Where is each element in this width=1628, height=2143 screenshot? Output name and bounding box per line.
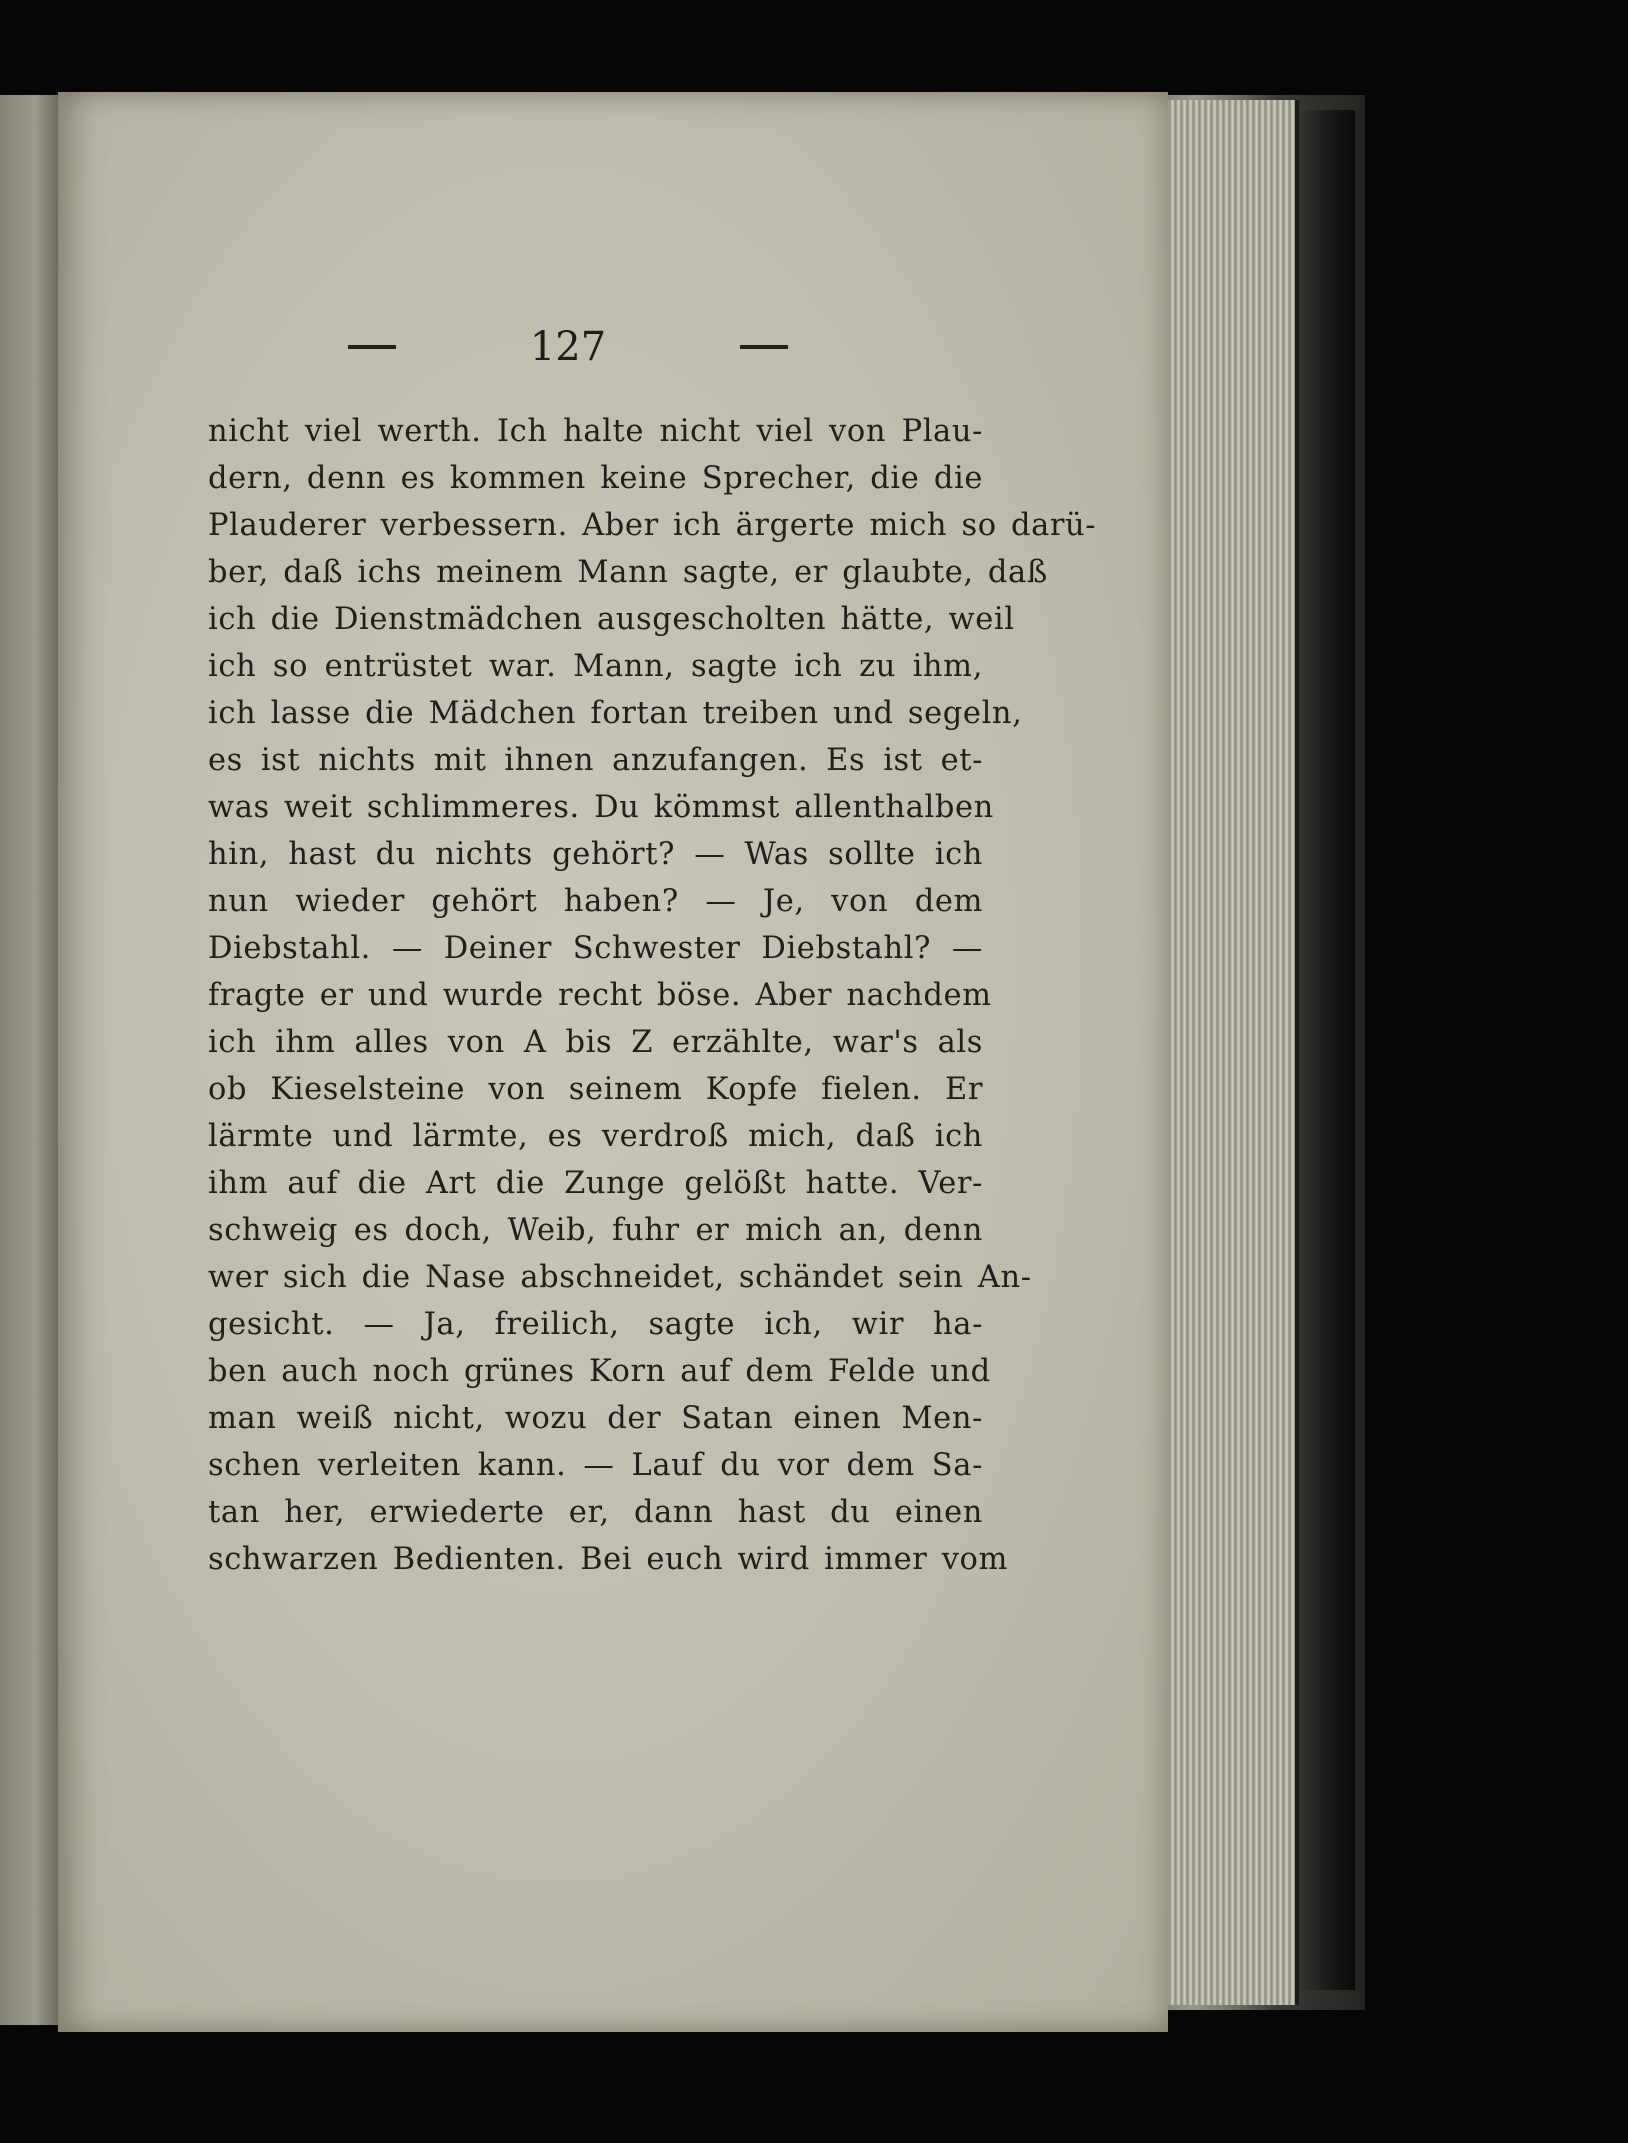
text-line: ihm auf die Art die Zunge gelößt hatte. Ver- xyxy=(208,1166,983,1201)
text-line: Plauderer verbessern. Aber ich ärgerte mich so darü- xyxy=(208,508,1097,543)
text-line: gesicht. — Ja, freilich, sagte ich, wir ha- xyxy=(208,1307,983,1342)
text-line: lärmte und lärmte, es verdroß mich, daß ich xyxy=(208,1119,983,1154)
text-line: fragte er und wurde recht böse. Aber nachdem xyxy=(208,978,992,1013)
text-line: schen verleiten kann. — Lauf du vor dem Sa- xyxy=(208,1448,983,1483)
text-line: man weiß nicht, wozu der Satan einen Men- xyxy=(208,1401,983,1436)
text-line: Diebstahl. — Deiner Schwester Diebstahl? — xyxy=(208,931,983,966)
page-body-text xyxy=(208,408,1097,1583)
text-line: ich so entrüstet war. Mann, sagte ich zu ihm, xyxy=(208,649,983,684)
text-line: nun wieder gehört haben? — Je, von dem xyxy=(208,884,983,919)
text-line: wer sich die Nase abschneidet, schändet sein An- xyxy=(208,1260,1032,1295)
text-line: ich lasse die Mädchen fortan treiben und segeln, xyxy=(208,696,1023,731)
text-line: hin, hast du nichts gehört? — Was sollte ich xyxy=(208,837,983,872)
text-line: schwarzen Bedienten. Bei euch wird immer vom xyxy=(208,1542,1009,1577)
page-header xyxy=(348,322,788,372)
header-dash-right xyxy=(740,345,788,349)
text-line: ber, daß ichs meinem Mann sagte, er glaubte, daß xyxy=(208,555,1048,590)
text-line: ich die Dienstmädchen ausgescholten hätte, weil xyxy=(208,602,1015,637)
text-line: schweig es doch, Weib, fuhr er mich an, denn xyxy=(208,1213,983,1248)
text-line: es ist nichts mit ihnen anzufangen. Es ist et- xyxy=(208,743,983,778)
page-number: 127 xyxy=(529,324,607,370)
text-line: ich ihm alles von A bis Z erzählte, war's als xyxy=(208,1025,983,1060)
page-stack-edges xyxy=(1165,100,1299,2005)
book-page xyxy=(58,92,1168,2032)
book-cover-right xyxy=(1300,110,1355,1990)
header-dash-left xyxy=(348,345,396,349)
text-line: ben auch noch grünes Korn auf dem Felde und xyxy=(208,1354,991,1389)
previous-page-edge xyxy=(0,95,58,2025)
text-line: ob Kieselsteine von seinem Kopfe fielen. Er xyxy=(208,1072,983,1107)
text-line: dern, denn es kommen keine Sprecher, die die xyxy=(208,461,983,496)
text-line: nicht viel werth. Ich halte nicht viel von Plau- xyxy=(208,414,983,449)
text-line: tan her, erwiederte er, dann hast du einen xyxy=(208,1495,983,1530)
text-line: was weit schlimmeres. Du kömmst allenthalben xyxy=(208,790,994,825)
